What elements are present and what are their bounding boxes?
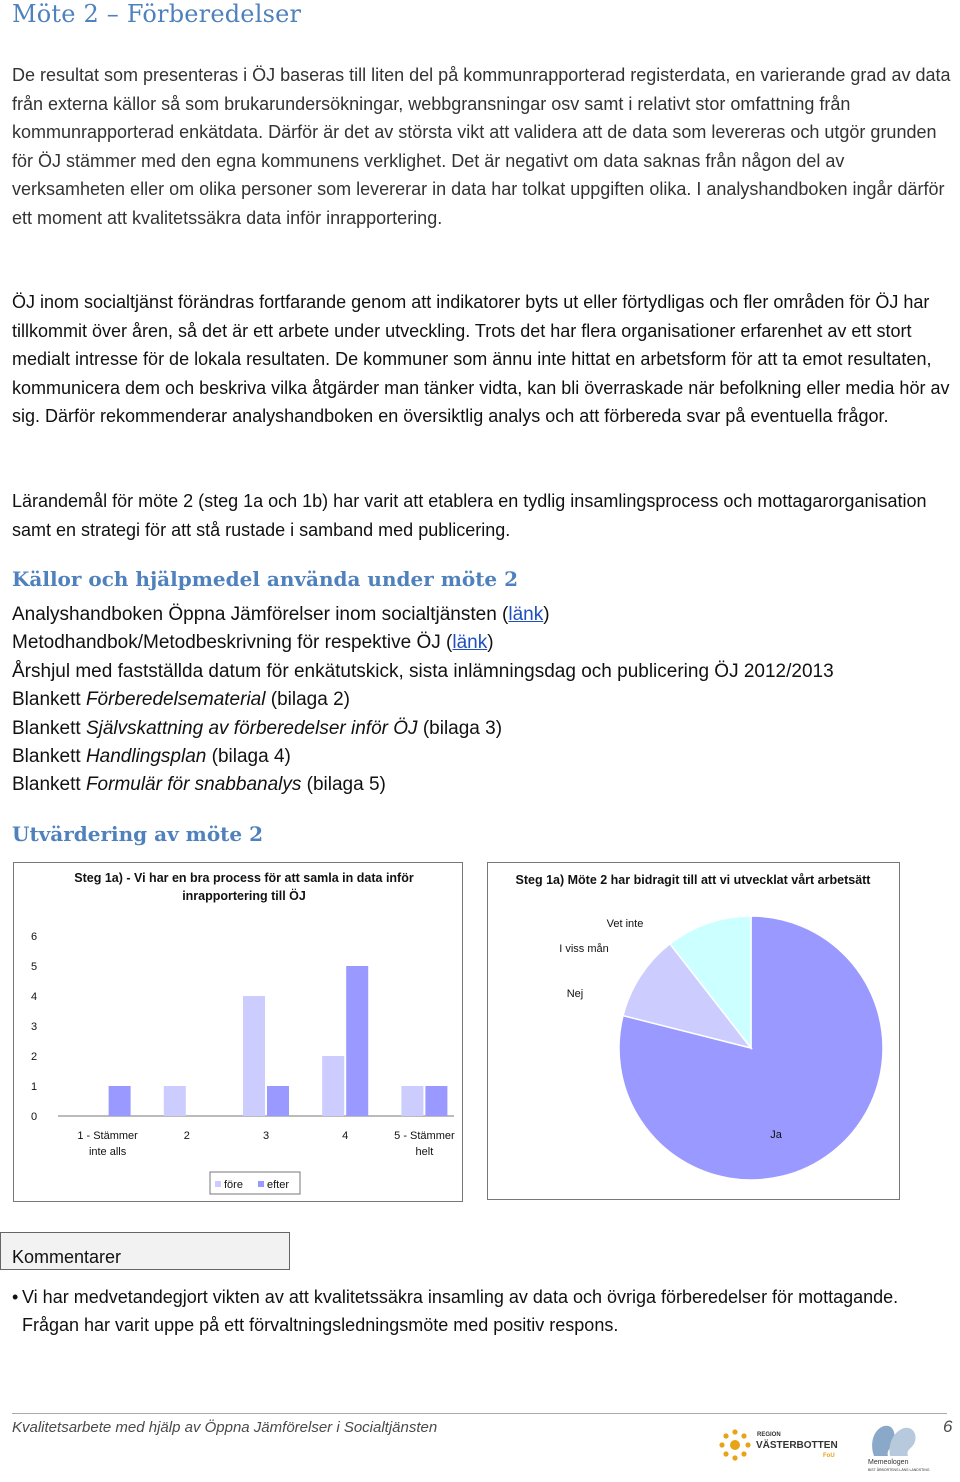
y-tick-label: 4	[30, 991, 38, 1003]
region-logo-small: REGION	[757, 1432, 781, 1438]
footer-text: Kvalitetsarbete med hjälp av Öppna Jämförelser i Socialtjänsten	[12, 1419, 438, 1436]
region-logo-fou: FoU	[823, 1453, 835, 1459]
x-tick-label: inte alls	[88, 1146, 127, 1158]
source-item-suffix: (bilaga 2)	[265, 689, 350, 711]
source-item	[12, 686, 350, 714]
region-logo-name: VÄSTERBOTTEN	[756, 1440, 838, 1451]
source-item-suffix: )	[543, 604, 550, 625]
bar-före	[401, 1086, 423, 1116]
footer-divider	[12, 1413, 947, 1414]
evaluation-heading: Utvärdering av möte 2	[12, 822, 264, 846]
pie-chart-box	[487, 862, 900, 1200]
pie-label: Nej	[566, 988, 584, 1000]
legend-swatch-efter	[258, 1181, 264, 1187]
source-item	[12, 601, 550, 629]
bar-efter	[425, 1086, 447, 1116]
bar-chart-title: Steg 1a) - Vi har en bra process för att samla in data inför inrapportering till ÖJ	[74, 871, 414, 903]
y-tick-label: 6	[30, 931, 38, 943]
source-item-suffix: (bilaga 5)	[301, 774, 386, 796]
sources-heading: Källor och hjälpmedel använda under möte 2	[12, 567, 519, 591]
memeologen-logo-icon	[866, 1420, 922, 1460]
y-tick-label: 0	[30, 1111, 38, 1123]
source-item-form-name: Förberedelsematerial	[85, 689, 266, 711]
region-logo-icon	[718, 1428, 752, 1462]
source-item-text: Blankett	[12, 746, 86, 767]
bar-efter	[346, 966, 368, 1116]
bar-efter	[267, 1086, 289, 1116]
intro-paragraph	[12, 61, 952, 232]
bar-efter	[109, 1086, 131, 1116]
source-item-text: Analyshandboken Öppna Jämförelser inom socialtjänsten (	[12, 604, 509, 625]
x-tick-label: 1 - Stämmer	[77, 1130, 138, 1142]
y-tick-label: 3	[30, 1021, 38, 1033]
x-tick-label: 4	[342, 1130, 349, 1142]
source-item-suffix: )	[487, 632, 494, 654]
source-item-form-name: Självskattning av förberedelser inför ÖJ	[85, 717, 418, 739]
memeologen-name: Memeologen	[868, 1459, 909, 1466]
learning-goal-paragraph	[12, 487, 952, 544]
y-tick-label: 2	[30, 1051, 38, 1063]
source-item	[12, 658, 834, 686]
pie-chart-title: Steg 1a) Möte 2 har bidragit till att vi utvecklat vårt arbetsätt	[515, 873, 871, 887]
source-item-form-name: Handlingsplan	[85, 746, 207, 767]
x-tick-label: helt	[415, 1146, 434, 1158]
source-item-text: Metodhandbok/Metodbeskrivning för respektive ÖJ (	[12, 632, 453, 654]
source-link[interactable]: länk	[508, 604, 544, 625]
bullet-icon: •	[12, 1287, 19, 1307]
legend-label-fore: före	[224, 1179, 243, 1191]
memeologen-sub: BIST ÅRBORTENS LÄNS LANDSTING	[868, 1468, 930, 1472]
bar-chart	[14, 863, 462, 1201]
source-item	[12, 629, 494, 657]
source-item-suffix: (bilaga 3)	[417, 717, 503, 739]
y-tick-label: 5	[30, 961, 38, 973]
paragraph-1: De resultat som presenteras i ÖJ baseras till liten del på kommunrapporterad registerdata, en varierande grad av data från externa källor så som brukarundersökningar, webbgransningar osv samt i relativt stor omfattning från kommunrapporterad enkätdata. Därför är det av största vikt att validera att de data som levereras och utgör grunden för ÖJ stämmer med den egna kommunens verklighet. Det är negativt om data saknas från någon del av verksamheten eller om olika personer som levererar in data har tolkat uppgiften olika. I analyshandboken ingår därför ett moment att kvalitetssäkra data inför inrapportering.	[12, 65, 951, 228]
legend-label-efter: efter	[267, 1179, 290, 1191]
source-link[interactable]: länk	[452, 632, 488, 654]
source-item-text: Blankett	[12, 774, 86, 796]
source-item	[12, 771, 386, 799]
pie-label: Vet inte	[606, 918, 644, 930]
x-tick-label: 5 - Stämmer	[394, 1130, 455, 1142]
page-title: Möte 2 – Förberedelser	[12, 0, 302, 28]
source-item-text: Blankett	[12, 717, 86, 739]
source-item-text: Blankett	[12, 689, 86, 711]
comment-text: Vi har medvetandegjort vikten av att kvalitetssäkra insamling av data och övriga förberedelser för mottagande. Frågan har varit uppe på ett förvaltningsledningsmöte med positiv respons.	[22, 1287, 899, 1335]
pie-chart	[488, 863, 899, 1199]
x-tick-label: 3	[262, 1130, 270, 1142]
paragraph-3: Lärandemål för möte 2 (steg 1a och 1b) har varit att etablera en tydlig insamlingsprocess och mottagarorganisation samt en strategi för att stå rustade i samband med publicering.	[12, 491, 927, 540]
pie-label: I viss mån	[559, 943, 609, 955]
bar-chart-box	[13, 862, 463, 1202]
source-item	[12, 715, 502, 743]
paragraph-2: ÖJ inom socialtjänst förändras fortfarande genom att indikatorer byts ut eller förtydligas och fler områden för ÖJ har tillkommit över åren, så det är ett arbete under utveckling. Trots det har flera organisationer erfarenhet av ett stort medialt intresse för de lokala resultaten. De kommuner som ännu inte hittat en arbetsform för att ta emot resultaten, kommunicera dem och beskriva vilka åtgärder man tänker vidta, kan bli överraskade när befolkning eller media hör av sig. Därför rekommenderar analyshandboken en översiktlig analys och att förbereda svar på eventuella frågor.	[12, 292, 950, 426]
pie-label: Ja	[770, 1129, 782, 1141]
comments-label: Kommentarer	[12, 1247, 122, 1267]
page-number: 6	[943, 1417, 953, 1436]
source-item-suffix: (bilaga 4)	[206, 746, 291, 767]
source-item-text: Årshjul med fastställda datum för enkätutskick, sista inlämningsdag och publicering ÖJ 2012/2013	[12, 660, 834, 682]
bar-före	[322, 1056, 344, 1116]
x-tick-label: 2	[183, 1130, 190, 1142]
legend-swatch-fore	[215, 1181, 221, 1187]
bar-före	[243, 996, 265, 1116]
y-tick-label: 1	[30, 1081, 38, 1093]
source-item-form-name: Formulär för snabbanalys	[85, 774, 302, 796]
second-paragraph	[12, 288, 952, 431]
comment-list-item	[12, 1283, 942, 1339]
bar-före	[164, 1086, 186, 1116]
source-item	[12, 743, 291, 771]
